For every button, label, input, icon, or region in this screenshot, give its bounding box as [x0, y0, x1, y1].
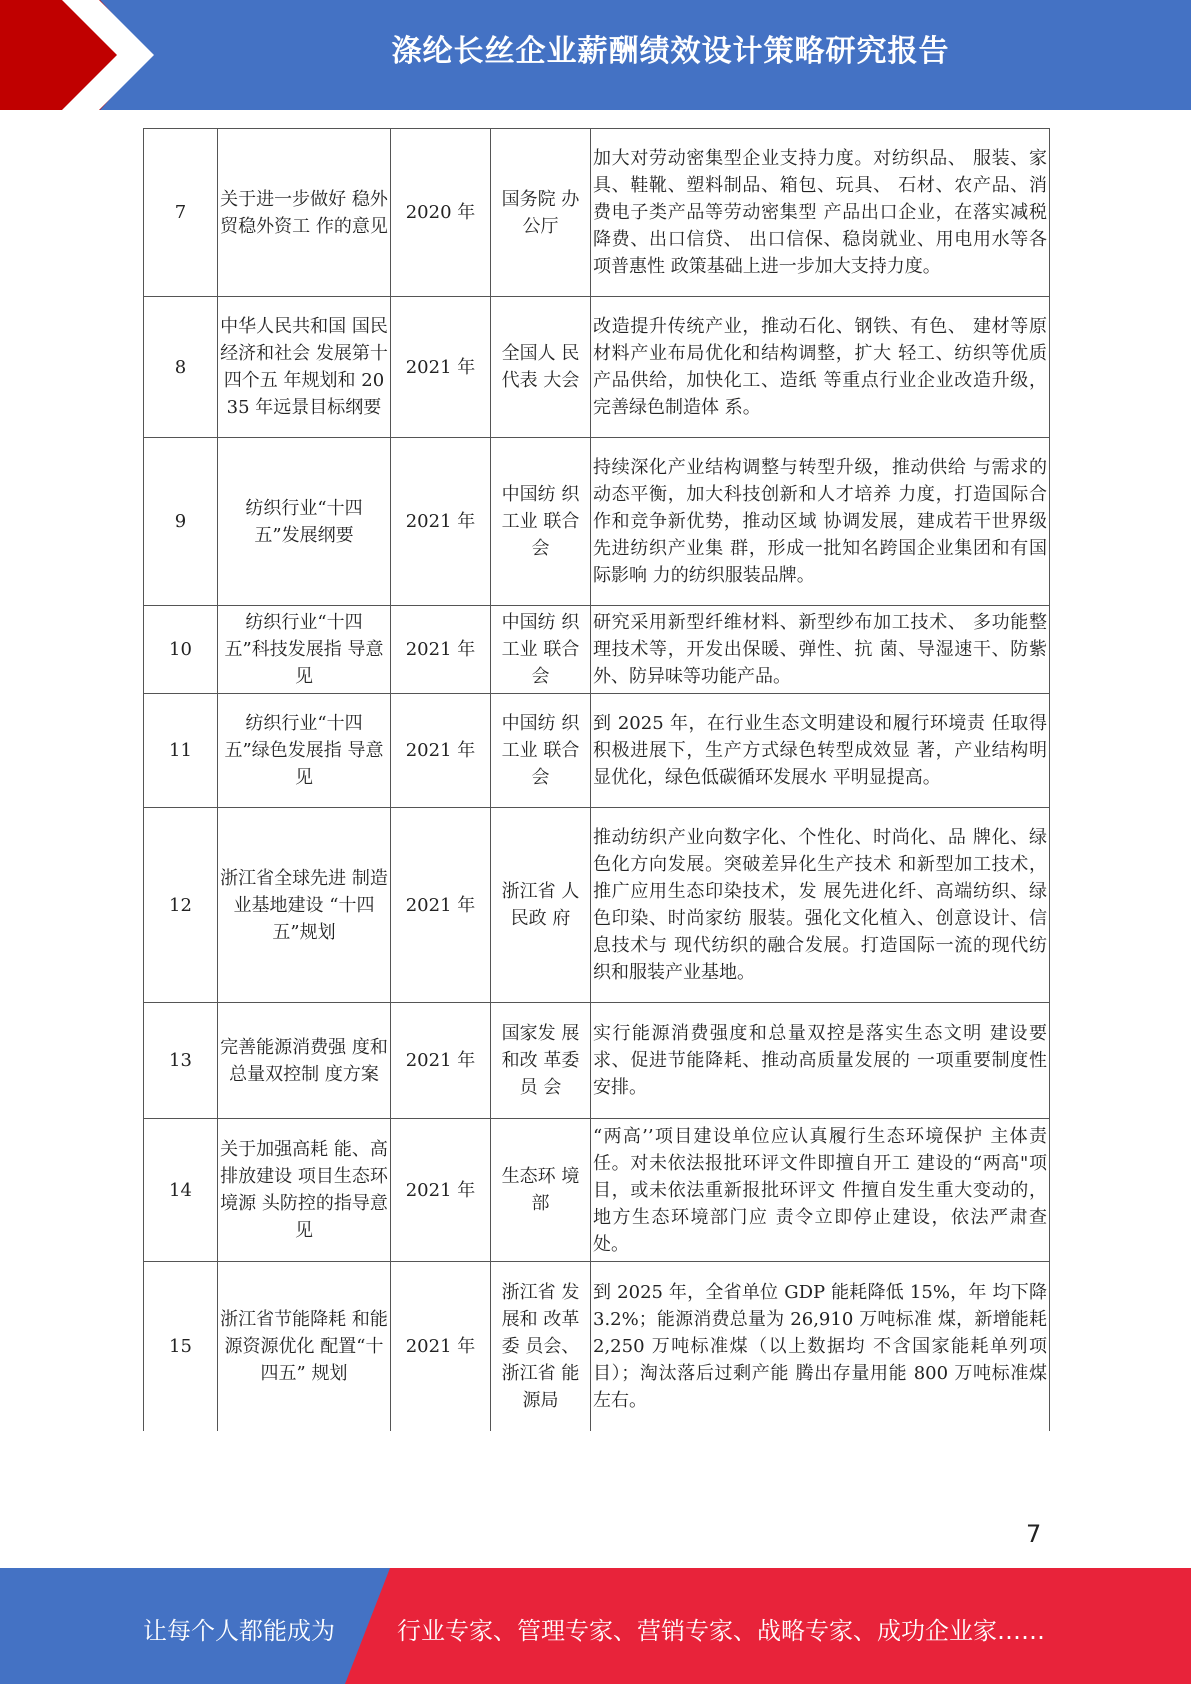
policy-year: 2021 年: [391, 1003, 491, 1119]
policy-content: 实行能源消费强度和总量双控是落实生态文明 建设要求、促进节能降耗、推动高质量发展的 一项重要制度性安排。: [591, 1003, 1050, 1119]
policy-content: 持续深化产业结构调整与转型升级，推动供给 与需求的动态平衡，加大科技创新和人才培养 力度，打造国际合作和竞争新优势，推动区域 协调发展，建成若干世界级先进纺织产业集 群，形成一批知名跨国企业集团和有国际影响 力的纺织服装品牌。: [591, 438, 1050, 606]
footer-slogan-left: 让每个人都能成为: [143, 1617, 335, 1645]
row-number: 15: [144, 1262, 218, 1431]
policy-name: 纺织行业“十四 五”科技发展指 导意见: [218, 606, 391, 694]
table-row: [144, 1119, 1050, 1262]
policy-issuer: 生态环 境部: [491, 1119, 591, 1262]
policy-name: 纺织行业“十四 五”发展纲要: [218, 438, 391, 606]
policy-year: 2021 年: [391, 694, 491, 808]
row-number: 8: [144, 297, 218, 438]
table-row: [144, 808, 1050, 1003]
row-number: 10: [144, 606, 218, 694]
policy-content: 加大对劳动密集型企业支持力度。对纺织品、 服装、家具、鞋靴、塑料制品、箱包、玩具、 石材、农产品、消费电子类产品等劳动密集型 产品出口企业，在落实减税降费、出口信贷、 出口信保、稳岗就业、用电用水等各项普惠性 政策基础上进一步加大支持力度。: [591, 129, 1050, 297]
policy-name: 浙江省全球先进 制造业基地建设 “十四五”规划: [218, 808, 391, 1003]
policy-content: 研究采用新型纤维材料、新型纱布加工技术、 多功能整理技术等，开发出保暖、弹性、抗 菌、导湿速干、防紫外、防异味等功能产品。: [591, 606, 1050, 694]
policy-table: [143, 128, 1049, 1431]
policy-content: 推动纺织产业向数字化、个性化、时尚化、品 牌化、绿色化方向发展。突破差异化生产技术 和新型加工技术，推广应用生态印染技术，发 展先进化纤、高端纺织、绿色印染、时尚家纺 服装。强化文化植入、创意设计、信息技术与 现代纺织的融合发展。打造国际一流的现代纺 织和服装产业基地。: [591, 808, 1050, 1003]
footer-slogan-right: 行业专家、管理专家、营销专家、战略专家、成功企业家……: [397, 1617, 1045, 1645]
policy-year: 2020 年: [391, 129, 491, 297]
policy-issuer: 中国纺 织工业 联合会: [491, 694, 591, 808]
policy-content: “两高’’项目建设单位应认真履行生态环境保护 主体责任。对未依法报批环评文件即擅自开工 建设的“两高"项目，或未依法重新报批环评文 件擅自发生重大变动的，地方生态环境部门应 责令立即停止建设，依法严肃查处。: [591, 1119, 1050, 1262]
policy-name: 关于加强高耗 能、高排放建设 项目生态环境源 头防控的指导意 见: [218, 1119, 391, 1262]
report-title: 涤纶长丝企业薪酬绩效设计策略研究报告: [391, 34, 950, 69]
policy-issuer: 国家发 展和改 革委员 会: [491, 1003, 591, 1119]
policy-content: 到 2025 年，在行业生态文明建设和履行环境责 任取得积极进展下，生产方式绿色转型成效显 著，产业结构明显优化，绿色低碳循环发展水 平明显提高。: [591, 694, 1050, 808]
policy-content: 到 2025 年，全省单位 GDP 能耗降低 15%，年 均下降 3.2%；能源消费总量为 26,910 万吨标准 煤，新增能耗 2,250 万吨标准煤（以上数据均 不含国家能耗单列项目）；淘汰落后过剩产能 腾出存量用能 800 万吨标准煤左右。: [591, 1262, 1050, 1431]
policy-year: 2021 年: [391, 606, 491, 694]
policy-issuer: 国务院 办公厅: [491, 129, 591, 297]
table-row: [144, 438, 1050, 606]
page-footer: [0, 1568, 1191, 1684]
policy-name: 关于进一步做好 稳外贸稳外资工 作的意见: [218, 129, 391, 297]
table-row: [144, 694, 1050, 808]
policy-issuer: 全国人 民代表 大会: [491, 297, 591, 438]
policy-year: 2021 年: [391, 808, 491, 1003]
table-row: [144, 1003, 1050, 1119]
row-number: 12: [144, 808, 218, 1003]
policy-name: 浙江省节能降耗 和能源资源优化 配置“十四五” 规划: [218, 1262, 391, 1431]
table-row: [144, 1262, 1050, 1431]
table-row: [144, 129, 1050, 297]
policy-issuer: 浙江省 发展和 改革委 员会、 浙江省 能源局: [491, 1262, 591, 1431]
policy-issuer: 中国纺 织工业 联合会: [491, 438, 591, 606]
policy-year: 2021 年: [391, 1262, 491, 1431]
policy-year: 2021 年: [391, 438, 491, 606]
policy-year: 2021 年: [391, 1119, 491, 1262]
row-number: 14: [144, 1119, 218, 1262]
table-row: [144, 606, 1050, 694]
row-number: 9: [144, 438, 218, 606]
policy-content: 改造提升传统产业，推动石化、钢铁、有色、 建材等原材料产业布局优化和结构调整，扩大 轻工、纺织等优质产品供给，加快化工、造纸 等重点行业企业改造升级，完善绿色制造体 系。: [591, 297, 1050, 438]
policy-name: 中华人民共和国 国民经济和社会 发展第十四个五 年规划和 2035 年远景目标纲要: [218, 297, 391, 438]
policy-issuer: 浙江省 人民政 府: [491, 808, 591, 1003]
table-row: [144, 297, 1050, 438]
row-number: 7: [144, 129, 218, 297]
page-number: 7: [1026, 1520, 1042, 1548]
policy-year: 2021 年: [391, 297, 491, 438]
policy-issuer: 中国纺 织工业 联合会: [491, 606, 591, 694]
page-header: [0, 0, 1191, 110]
row-number: 13: [144, 1003, 218, 1119]
policy-name: 纺织行业“十四 五”绿色发展指 导意见: [218, 694, 391, 808]
row-number: 11: [144, 694, 218, 808]
policy-name: 完善能源消费强 度和总量双控制 度方案: [218, 1003, 391, 1119]
